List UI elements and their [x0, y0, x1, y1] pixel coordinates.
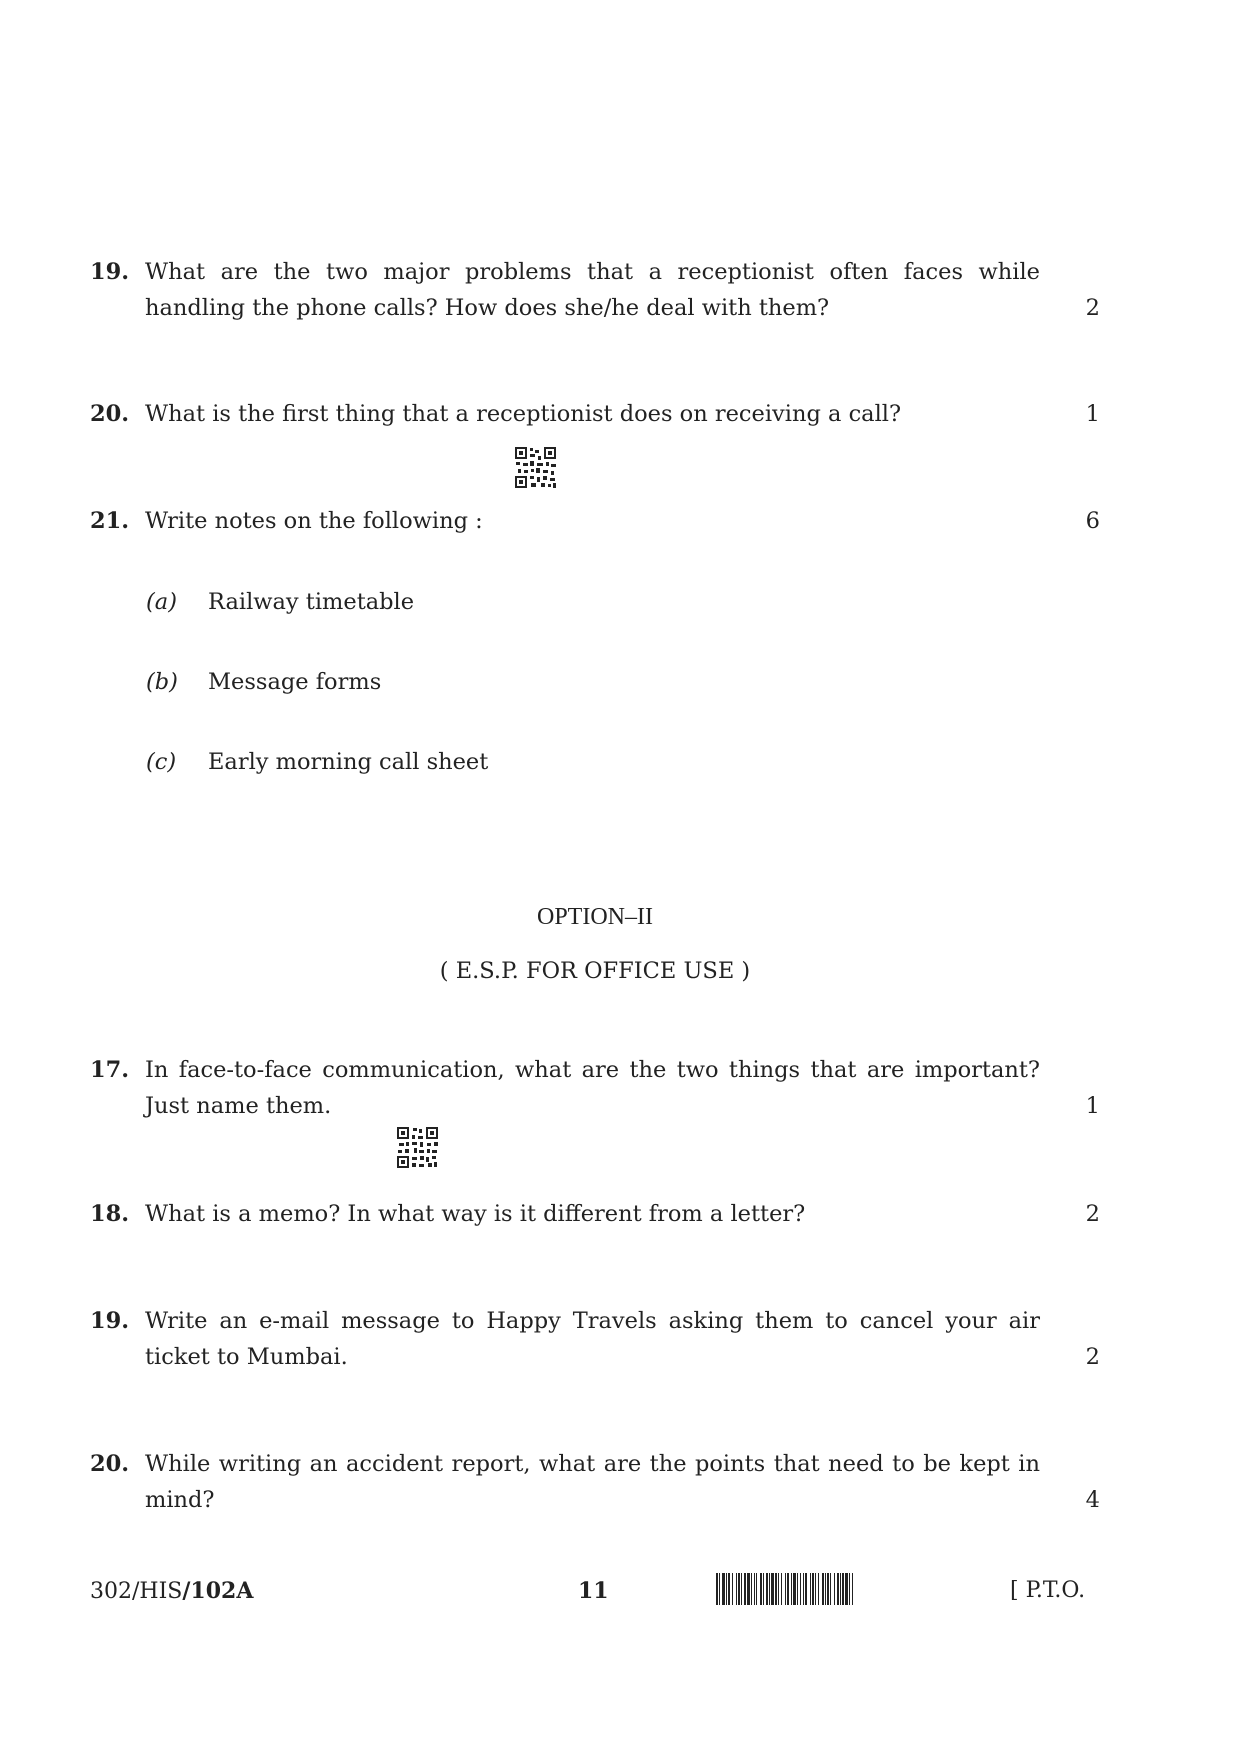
question-text: While writing an accident report, what are the points that need to be kept in mind? [145, 1451, 1040, 1513]
sub-label: (b) [146, 669, 178, 695]
sub-label: (a) [146, 589, 177, 615]
sub-text: Message forms [208, 669, 382, 695]
question-21-notes [90, 503, 1100, 539]
question-marks: 1 [1085, 401, 1100, 427]
question-text: What is a memo? In what way is it different from a letter? [145, 1201, 806, 1227]
question-marks: 2 [1085, 1344, 1100, 1370]
section-title: OPTION–II [537, 904, 653, 930]
question-text: In face-to-face communication, what are the two things that are important? Just name them. [145, 1057, 1040, 1119]
paper-code [90, 1578, 253, 1604]
sub-question-b [146, 664, 381, 700]
section-subtitle: ( E.S.P. FOR OFFICE USE ) [439, 958, 751, 984]
paper-code-suffix: /102A [182, 1578, 254, 1604]
sub-label: (c) [146, 749, 177, 775]
question-number: 19. [90, 1308, 130, 1334]
question-marks: 2 [1085, 295, 1100, 321]
qr-code-icon [396, 1126, 439, 1169]
sub-question-c [146, 744, 488, 780]
page-number: 11 [578, 1578, 609, 1604]
question-text: Write notes on the following : [145, 508, 483, 534]
question-text: What are the two major problems that a receptionist often faces while handling the phone calls? How does she/he deal with them? [145, 259, 1040, 321]
question-20-accident-report [90, 1446, 1100, 1518]
pto-label: [ P.T.O. [1010, 1578, 1086, 1603]
question-number: 17. [90, 1057, 130, 1083]
sub-text: Railway timetable [208, 589, 415, 615]
question-marks: 2 [1085, 1201, 1100, 1227]
paper-code-prefix: 302/HIS [90, 1579, 183, 1604]
qr-code-icon [514, 446, 557, 489]
question-text: What is the first thing that a receptionist does on receiving a call? [145, 401, 902, 427]
sub-question-a [146, 584, 414, 620]
question-number: 19. [90, 259, 130, 285]
question-19-receptionist [90, 254, 1100, 326]
question-18-memo [90, 1196, 1100, 1232]
question-20-receptionist [90, 396, 1100, 432]
barcode-icon [716, 1573, 996, 1605]
question-number: 21. [90, 508, 130, 534]
sub-text: Early morning call sheet [208, 749, 489, 775]
question-number: 20. [90, 401, 130, 427]
question-19-email [90, 1303, 1100, 1375]
question-number: 18. [90, 1201, 130, 1227]
question-marks: 1 [1085, 1093, 1100, 1119]
question-text: Write an e-mail message to Happy Travels asking them to cancel your air ticket to Mumbai. [145, 1308, 1040, 1370]
question-17-communication [90, 1052, 1100, 1124]
question-marks: 6 [1085, 508, 1100, 534]
question-marks: 4 [1085, 1487, 1100, 1513]
question-number: 20. [90, 1451, 130, 1477]
